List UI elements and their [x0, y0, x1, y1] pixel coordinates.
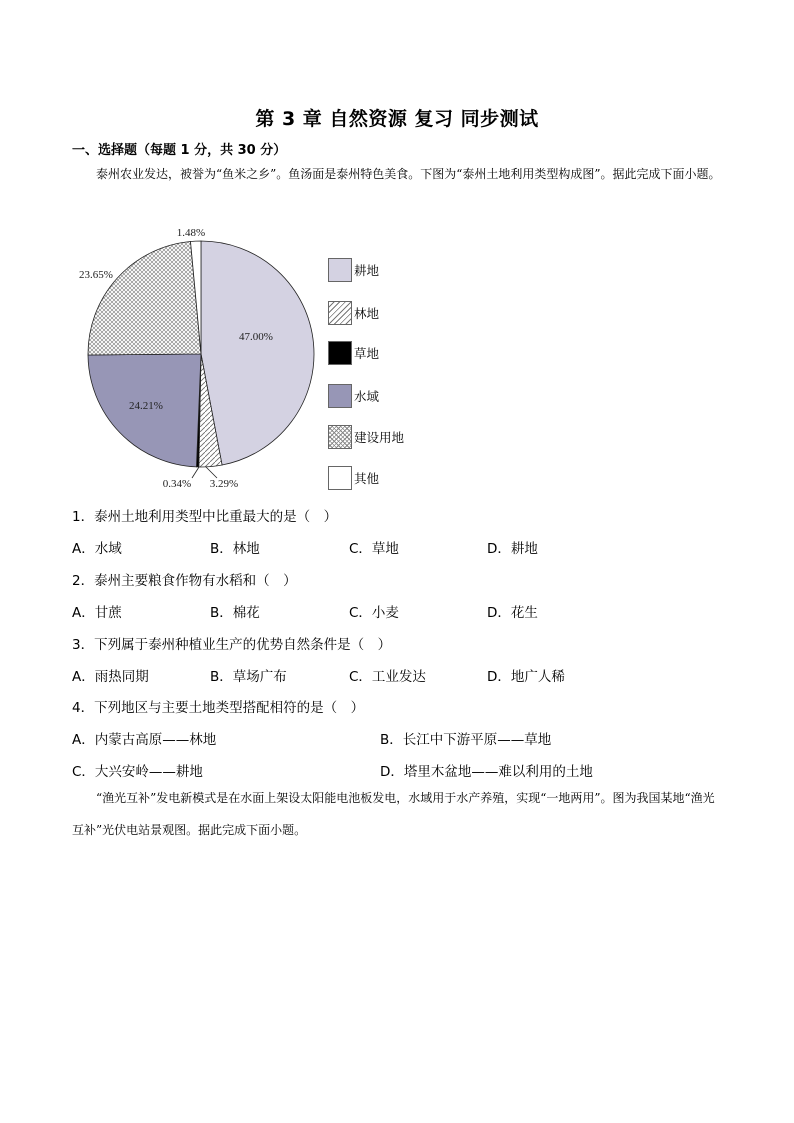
legend-swatch-2: [328, 301, 352, 325]
question-4: 4．下列地区与主要土地类型搭配相符的是（ ）: [72, 700, 365, 716]
legend-swatch-1: [328, 258, 352, 282]
legend-item-5: [328, 425, 404, 449]
legend-swatch-3: [328, 341, 352, 365]
legend-label-4: 水域: [354, 389, 380, 404]
legend-item-1: [328, 258, 379, 282]
page-title: 第 3 章 自然资源 复习 同步测试: [255, 108, 539, 130]
pie-leader-line-3: [192, 467, 199, 478]
q2-option-a[interactable]: A．甘蔗: [72, 605, 122, 621]
q4-option-b[interactable]: B．长江中下游平原——草地: [380, 732, 552, 748]
pie-label-2: 3.29%: [209, 478, 239, 490]
q3-option-c[interactable]: C．工业发达: [349, 669, 426, 685]
legend-item-3: [328, 341, 379, 365]
legend-label-3: 草地: [354, 346, 380, 361]
q4-option-a[interactable]: A．内蒙古高原——林地: [72, 732, 217, 748]
q2-option-c[interactable]: C．小麦: [349, 605, 399, 621]
pie-slice-1: [201, 241, 314, 465]
second-paragraph: “渔光互补”发电新模式是在水面上架设太阳能电池板发电，水域用于水产养殖，实现“一地两用”。图为我国某地“渔光互补”光伏电站景观图。据此完成下面小题。: [72, 791, 715, 837]
section-heading: 一、选择题（每题 1 分，共 30 分）: [72, 143, 287, 158]
q2-option-b[interactable]: B．棉花: [210, 605, 260, 621]
legend-swatch-5: [328, 425, 352, 449]
pie-label-4: 24.21%: [129, 400, 163, 412]
legend-label-1: 耕地: [354, 263, 380, 278]
legend-item-6: [328, 466, 379, 490]
legend-label-6: 其他: [354, 471, 380, 486]
pie-leader-line-2: [206, 467, 217, 478]
q1-option-a[interactable]: A．水域: [72, 541, 122, 557]
q1-option-d[interactable]: D．耕地: [487, 541, 538, 557]
intro-paragraph: 泰州农业发达，被誉为“鱼米之乡”。鱼汤面是泰州特色美食。下图为“泰州土地利用类型构成图”。据此完成下面小题。: [96, 167, 721, 181]
legend-item-4: [328, 384, 379, 408]
pie-label-1: 47.00%: [239, 331, 273, 343]
legend-item-2: [328, 301, 379, 325]
q4-option-c[interactable]: C．大兴安岭——耕地: [72, 764, 203, 780]
pie-label-5: 23.65%: [79, 269, 113, 281]
q1-option-c[interactable]: C．草地: [349, 541, 399, 557]
legend-swatch-6: [328, 466, 352, 490]
q4-option-d[interactable]: D．塔里木盆地——难以利用的土地: [380, 764, 593, 780]
q2-option-d[interactable]: D．花生: [487, 605, 538, 621]
pie-label-6: 1.48%: [176, 227, 206, 239]
pie-label-3: 0.34%: [162, 478, 192, 490]
question-2: 2．泰州主要粮食作物有水稻和（ ）: [72, 573, 297, 589]
question-1: 1．泰州土地利用类型中比重最大的是（ ）: [72, 509, 338, 525]
question-3: 3．下列属于泰州种植业生产的优势自然条件是（ ）: [72, 637, 392, 653]
q3-option-d[interactable]: D．地广人稀: [487, 669, 565, 685]
legend-label-5: 建设用地: [354, 430, 405, 445]
q3-option-b[interactable]: B．草场广布: [210, 669, 287, 685]
legend-swatch-4: [328, 384, 352, 408]
pie-slice-5: [88, 241, 201, 354]
q3-option-a[interactable]: A．雨热同期: [72, 669, 149, 685]
q1-option-b[interactable]: B．林地: [210, 541, 260, 557]
legend-label-2: 林地: [354, 306, 380, 321]
